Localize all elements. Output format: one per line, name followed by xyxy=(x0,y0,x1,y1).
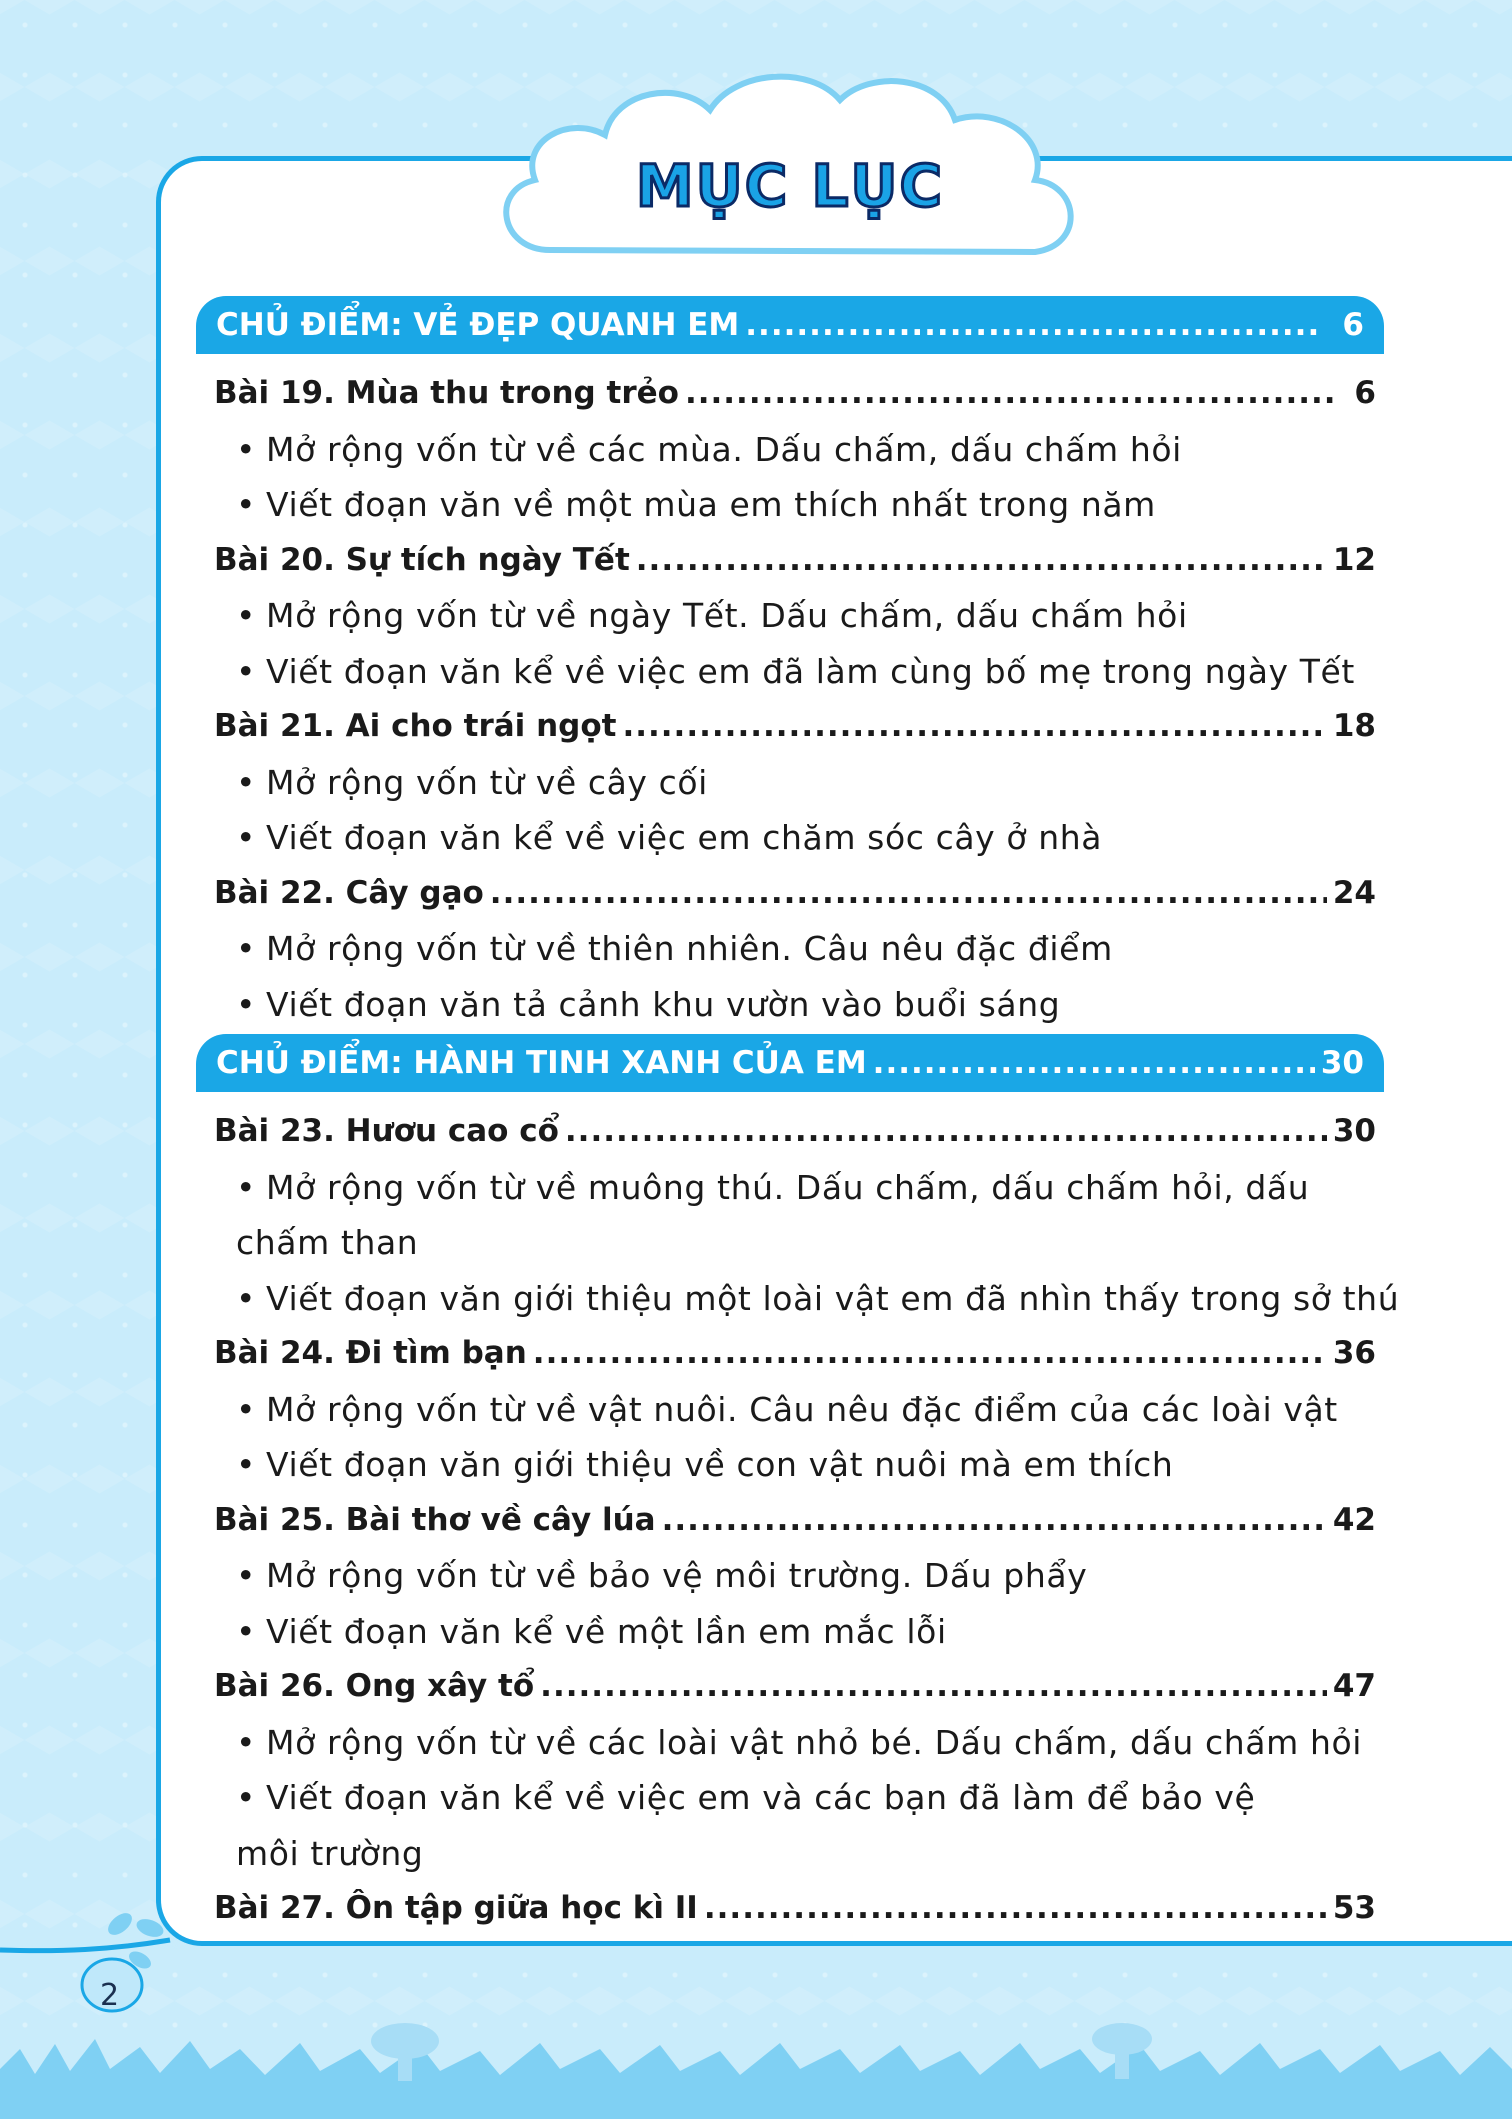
lesson-topic: • Viết đoạn văn kể về việc em đã làm cùng bố mẹ trong ngày Tết xyxy=(236,651,1355,691)
lesson-page: 30 xyxy=(1332,1113,1376,1149)
lesson-entry[interactable] xyxy=(196,1881,1376,1937)
lesson-topic-continuation: môi trường xyxy=(236,1833,424,1873)
lesson-topic: • Mở rộng vốn từ về các loài vật nhỏ bé. Dấu chấm, dấu chấm hỏi xyxy=(236,1722,1363,1762)
lesson-title: Bài 19. Mùa thu trong trẻo xyxy=(214,375,679,411)
lesson-topic: • Viết đoạn văn giới thiệu một loài vật em đã nhìn thấy trong sở thú xyxy=(236,1278,1400,1318)
leader-dots xyxy=(533,1326,1327,1382)
lesson-topic: • Viết đoạn văn về một mùa em thích nhất trong năm xyxy=(236,485,1156,524)
lesson-title: Bài 21. Ai cho trái ngọt xyxy=(214,708,617,744)
section-page: 6 xyxy=(1342,307,1364,343)
section-header[interactable] xyxy=(196,1034,1384,1092)
lesson-entry[interactable] xyxy=(196,866,1376,922)
lesson-topic: • Mở rộng vốn từ về vật nuôi. Câu nêu đặc điểm của các loài vật xyxy=(236,1389,1338,1429)
section-page: 30 xyxy=(1320,1045,1364,1081)
lesson-entry[interactable] xyxy=(196,366,1376,422)
leader-dots xyxy=(565,1104,1327,1160)
page-number: 2 xyxy=(100,1978,120,2013)
lesson-title: Bài 25. Bài thơ về cây lúa xyxy=(214,1501,656,1538)
leader-dots xyxy=(685,366,1334,422)
lesson-topic: • Mở rộng vốn từ về các mùa. Dấu chấm, dấu chấm hỏi xyxy=(236,429,1182,469)
section-label: CHỦ ĐIỂM: HÀNH TINH XANH CỦA EM xyxy=(216,1045,867,1081)
leader-dots xyxy=(745,296,1322,354)
lesson-topic: • Viết đoạn văn kể về một lần em mắc lỗi xyxy=(236,1611,947,1651)
lesson-title: Bài 24. Đi tìm bạn xyxy=(214,1335,527,1371)
lesson-topic: • Viết đoạn văn giới thiệu về con vật nuôi mà em thích xyxy=(236,1445,1174,1484)
lesson-topic: • Mở rộng vốn từ về thiên nhiên. Câu nêu đặc điểm xyxy=(236,929,1113,968)
lesson-topic: • Mở rộng vốn từ về muông thú. Dấu chấm, dấu chấm hỏi, dấu xyxy=(236,1167,1310,1207)
lesson-entry[interactable] xyxy=(196,1104,1376,1160)
leader-dots xyxy=(662,1493,1327,1549)
lesson-page: 18 xyxy=(1332,708,1376,744)
page-title: MỤC LỤC xyxy=(635,152,945,220)
lesson-page: 42 xyxy=(1332,1501,1376,1538)
lesson-page: 24 xyxy=(1332,874,1376,911)
section-label: CHỦ ĐIỂM: VẺ ĐẸP QUANH EM xyxy=(216,307,740,343)
leader-dots xyxy=(540,1659,1327,1715)
grass-decoration xyxy=(0,1999,1512,2119)
lesson-title: Bài 26. Ong xây tổ xyxy=(214,1668,535,1704)
lesson-page: 6 xyxy=(1354,375,1376,411)
lesson-topic: • Viết đoạn văn tả cảnh khu vườn vào buổi sáng xyxy=(236,984,1061,1024)
lesson-page: 12 xyxy=(1332,541,1376,578)
leader-dots xyxy=(636,533,1327,589)
lesson-title: Bài 20. Sự tích ngày Tết xyxy=(214,541,630,578)
lesson-entry[interactable] xyxy=(196,699,1376,755)
section-header[interactable] xyxy=(196,296,1384,354)
lesson-entry[interactable] xyxy=(196,1326,1376,1382)
lesson-topic: • Mở rộng vốn từ về ngày Tết. Dấu chấm, dấu chấm hỏi xyxy=(236,596,1188,635)
lesson-entry[interactable] xyxy=(196,1493,1376,1549)
lesson-topic: • Viết đoạn văn kể về việc em và các bạn đã làm để bảo vệ xyxy=(236,1778,1256,1817)
lesson-topic-continuation: chấm than xyxy=(236,1223,419,1262)
lesson-title: Bài 22. Cây gạo xyxy=(214,874,484,911)
title-cloud xyxy=(480,60,1100,300)
lesson-topic: • Viết đoạn văn kể về việc em chăm sóc cây ở nhà xyxy=(236,818,1103,857)
lesson-page: 36 xyxy=(1332,1335,1376,1371)
leader-dots xyxy=(873,1034,1315,1092)
leader-dots xyxy=(622,699,1326,755)
lesson-title: Bài 23. Hươu cao cổ xyxy=(214,1113,559,1149)
lesson-entry[interactable] xyxy=(196,533,1376,589)
lesson-page: 53 xyxy=(1332,1890,1376,1926)
lesson-topic: • Mở rộng vốn từ về cây cối xyxy=(236,762,708,802)
lesson-entry[interactable] xyxy=(196,1659,1376,1715)
lesson-topic: • Mở rộng vốn từ về bảo vệ môi trường. Dấu phẩy xyxy=(236,1556,1088,1595)
table-of-contents xyxy=(196,296,1400,1937)
leader-dots xyxy=(704,1881,1327,1937)
lesson-page: 47 xyxy=(1332,1668,1376,1704)
leader-dots xyxy=(490,866,1327,922)
lesson-title: Bài 27. Ôn tập giữa học kì II xyxy=(214,1890,698,1926)
